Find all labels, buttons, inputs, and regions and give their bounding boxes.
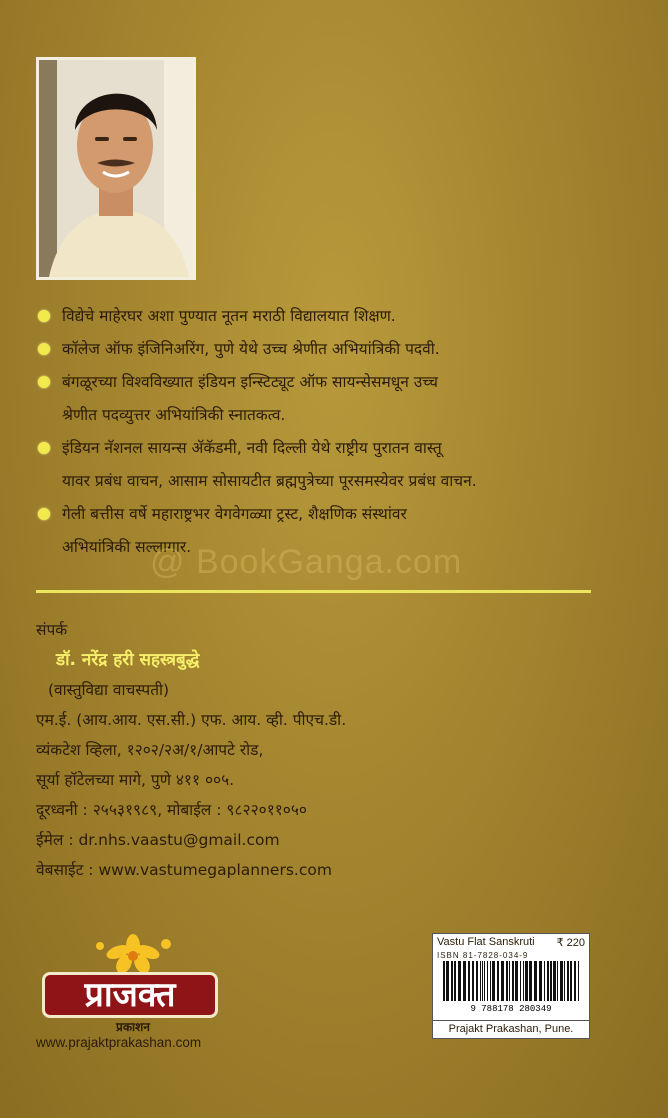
barcode-bar [487, 961, 488, 1001]
bio-text: यावर प्रबंध वाचन, आसाम सोसायटीत ब्रह्मपुत्रेच्या पूरसमस्येवर प्रबंध वाचन. [62, 472, 477, 490]
author-title: (वास्तुविद्या वाचस्पती) [48, 681, 170, 699]
barcode-bar [529, 961, 532, 1001]
barcode-bar [523, 961, 524, 1001]
contact-block [36, 615, 346, 885]
barcode-bar [557, 961, 558, 1001]
barcode-header [433, 934, 589, 951]
address-line-1: व्यंकटेश व्हिला, १२०२/२अ/१/आपटे रोड, [36, 741, 264, 759]
address-line-2: सूर्या हॉटेलच्या मागे, पुणे ४११ ००५. [36, 771, 235, 789]
bio-text: विद्येचे माहेरघर अशा पुण्यात नूतन मराठी विद्यालयात शिक्षण. [62, 307, 396, 325]
barcode-bar [525, 961, 528, 1001]
barcode-bar [480, 961, 481, 1001]
publisher-website: www.prajaktprakashan.com [36, 1035, 202, 1050]
bio-text: गेली बत्तीस वर्षे महाराष्ट्रभर वेगवेगळ्या ट्रस्ट, शैक्षणिक संस्थांवर [62, 505, 407, 523]
bio-item [36, 366, 616, 399]
bio-item [36, 300, 616, 333]
barcode-bar [550, 961, 552, 1001]
barcode-bar [544, 961, 545, 1001]
barcode-bar [446, 961, 449, 1001]
barcode-bar [476, 961, 478, 1001]
bio-item-continued [36, 465, 616, 498]
barcode-bar [567, 961, 569, 1001]
section-divider [36, 590, 591, 593]
barcode-bar [454, 961, 456, 1001]
watermark: @ BookGanga.com [150, 543, 463, 581]
bullet-dot-icon [38, 310, 50, 322]
publisher-logo [38, 930, 228, 1050]
bullet-dot-icon [38, 508, 50, 520]
author-bio-list [36, 300, 616, 564]
author-name: डॉ. नरेंद्र हरी सहस्त्रबुद्धे [56, 650, 200, 670]
barcode-bar [520, 961, 521, 1001]
barcode-bar [484, 961, 485, 1001]
barcode-bar [574, 961, 576, 1001]
website-line: वेबसाईट : www.vastumegaplanners.com [36, 861, 332, 879]
barcode-bar [482, 961, 483, 1001]
barcode-bar [468, 961, 470, 1001]
barcode-bar [564, 961, 565, 1001]
barcode-bar [539, 961, 542, 1001]
barcode-bar [547, 961, 549, 1001]
barcode-bars [437, 961, 585, 1013]
bio-item-continued [36, 399, 616, 432]
barcode-publisher-line: Prajakt Prakashan, Pune. [432, 1021, 590, 1039]
barcode-bar [443, 961, 445, 1001]
logo-subtitle: प्रकाशन [116, 1020, 150, 1034]
book-title: Vastu Flat Sanskruti [437, 936, 535, 948]
bio-text: श्रेणीत पदव्युत्तर अभियांत्रिकी स्नातकत्व. [62, 406, 286, 424]
isbn-number: ISBN 81-7828-034-9 [437, 951, 529, 960]
barcode-bar [492, 961, 495, 1001]
barcode-bar [578, 961, 579, 1001]
barcode-bar [515, 961, 518, 1001]
barcode-digits: 9 788178 280349 [470, 1004, 552, 1013]
bio-text: कॉलेज ऑफ इंजिनिअरिंग, पुणे येथे उच्च श्रेणीत अभियांत्रिकी पदवी. [62, 340, 440, 358]
bullet-dot-icon [38, 442, 50, 454]
barcode-bar [463, 961, 466, 1001]
barcode-bar [490, 961, 491, 1001]
barcode-bar [512, 961, 514, 1001]
barcode-bar [506, 961, 508, 1001]
barcode-bar [472, 961, 474, 1001]
barcode-bar [553, 961, 556, 1001]
logo-wordmark: प्राजक्त [42, 972, 218, 1018]
bio-item [36, 498, 616, 531]
bio-text: बंगळूरच्या विश्वविख्यात इंडियन इन्स्टिट्यूट ऑफ सायन्सेसमधून उच्च [62, 373, 438, 391]
isbn-barcode-label [432, 933, 590, 1021]
author-photo [36, 57, 196, 280]
barcode-bar [458, 961, 461, 1001]
barcode-bar [570, 961, 572, 1001]
email-line: ईमेल : dr.nhs.vaastu@gmail.com [36, 831, 280, 849]
barcode-bar [560, 961, 563, 1001]
bio-text: इंडियन नॅशनल सायन्स ॲकॅडमी, नवी दिल्ली येथे राष्ट्रीय पुरातन वास्तू [62, 439, 442, 457]
bio-text: अभियांत्रिकी सल्लागार. [62, 538, 192, 556]
author-degrees: एम.ई. (आय.आय. एस.सी.) एफ. आय. व्ही. पीएच.डी. [36, 711, 347, 729]
phone-line: दूरध्वनी : २५५३१९८९, मोबाईल : ९८२२०११०५० [36, 801, 307, 819]
contact-heading: संपर्क [36, 621, 68, 639]
bio-item [36, 333, 616, 366]
barcode-bar [534, 961, 537, 1001]
book-price: ₹ 220 [556, 937, 585, 949]
barcode-bar [501, 961, 504, 1001]
bio-item [36, 432, 616, 465]
bullet-dot-icon [38, 343, 50, 355]
barcode-bar [497, 961, 499, 1001]
barcode-bar [451, 961, 453, 1001]
bullet-dot-icon [38, 376, 50, 388]
barcode-bar [509, 961, 510, 1001]
